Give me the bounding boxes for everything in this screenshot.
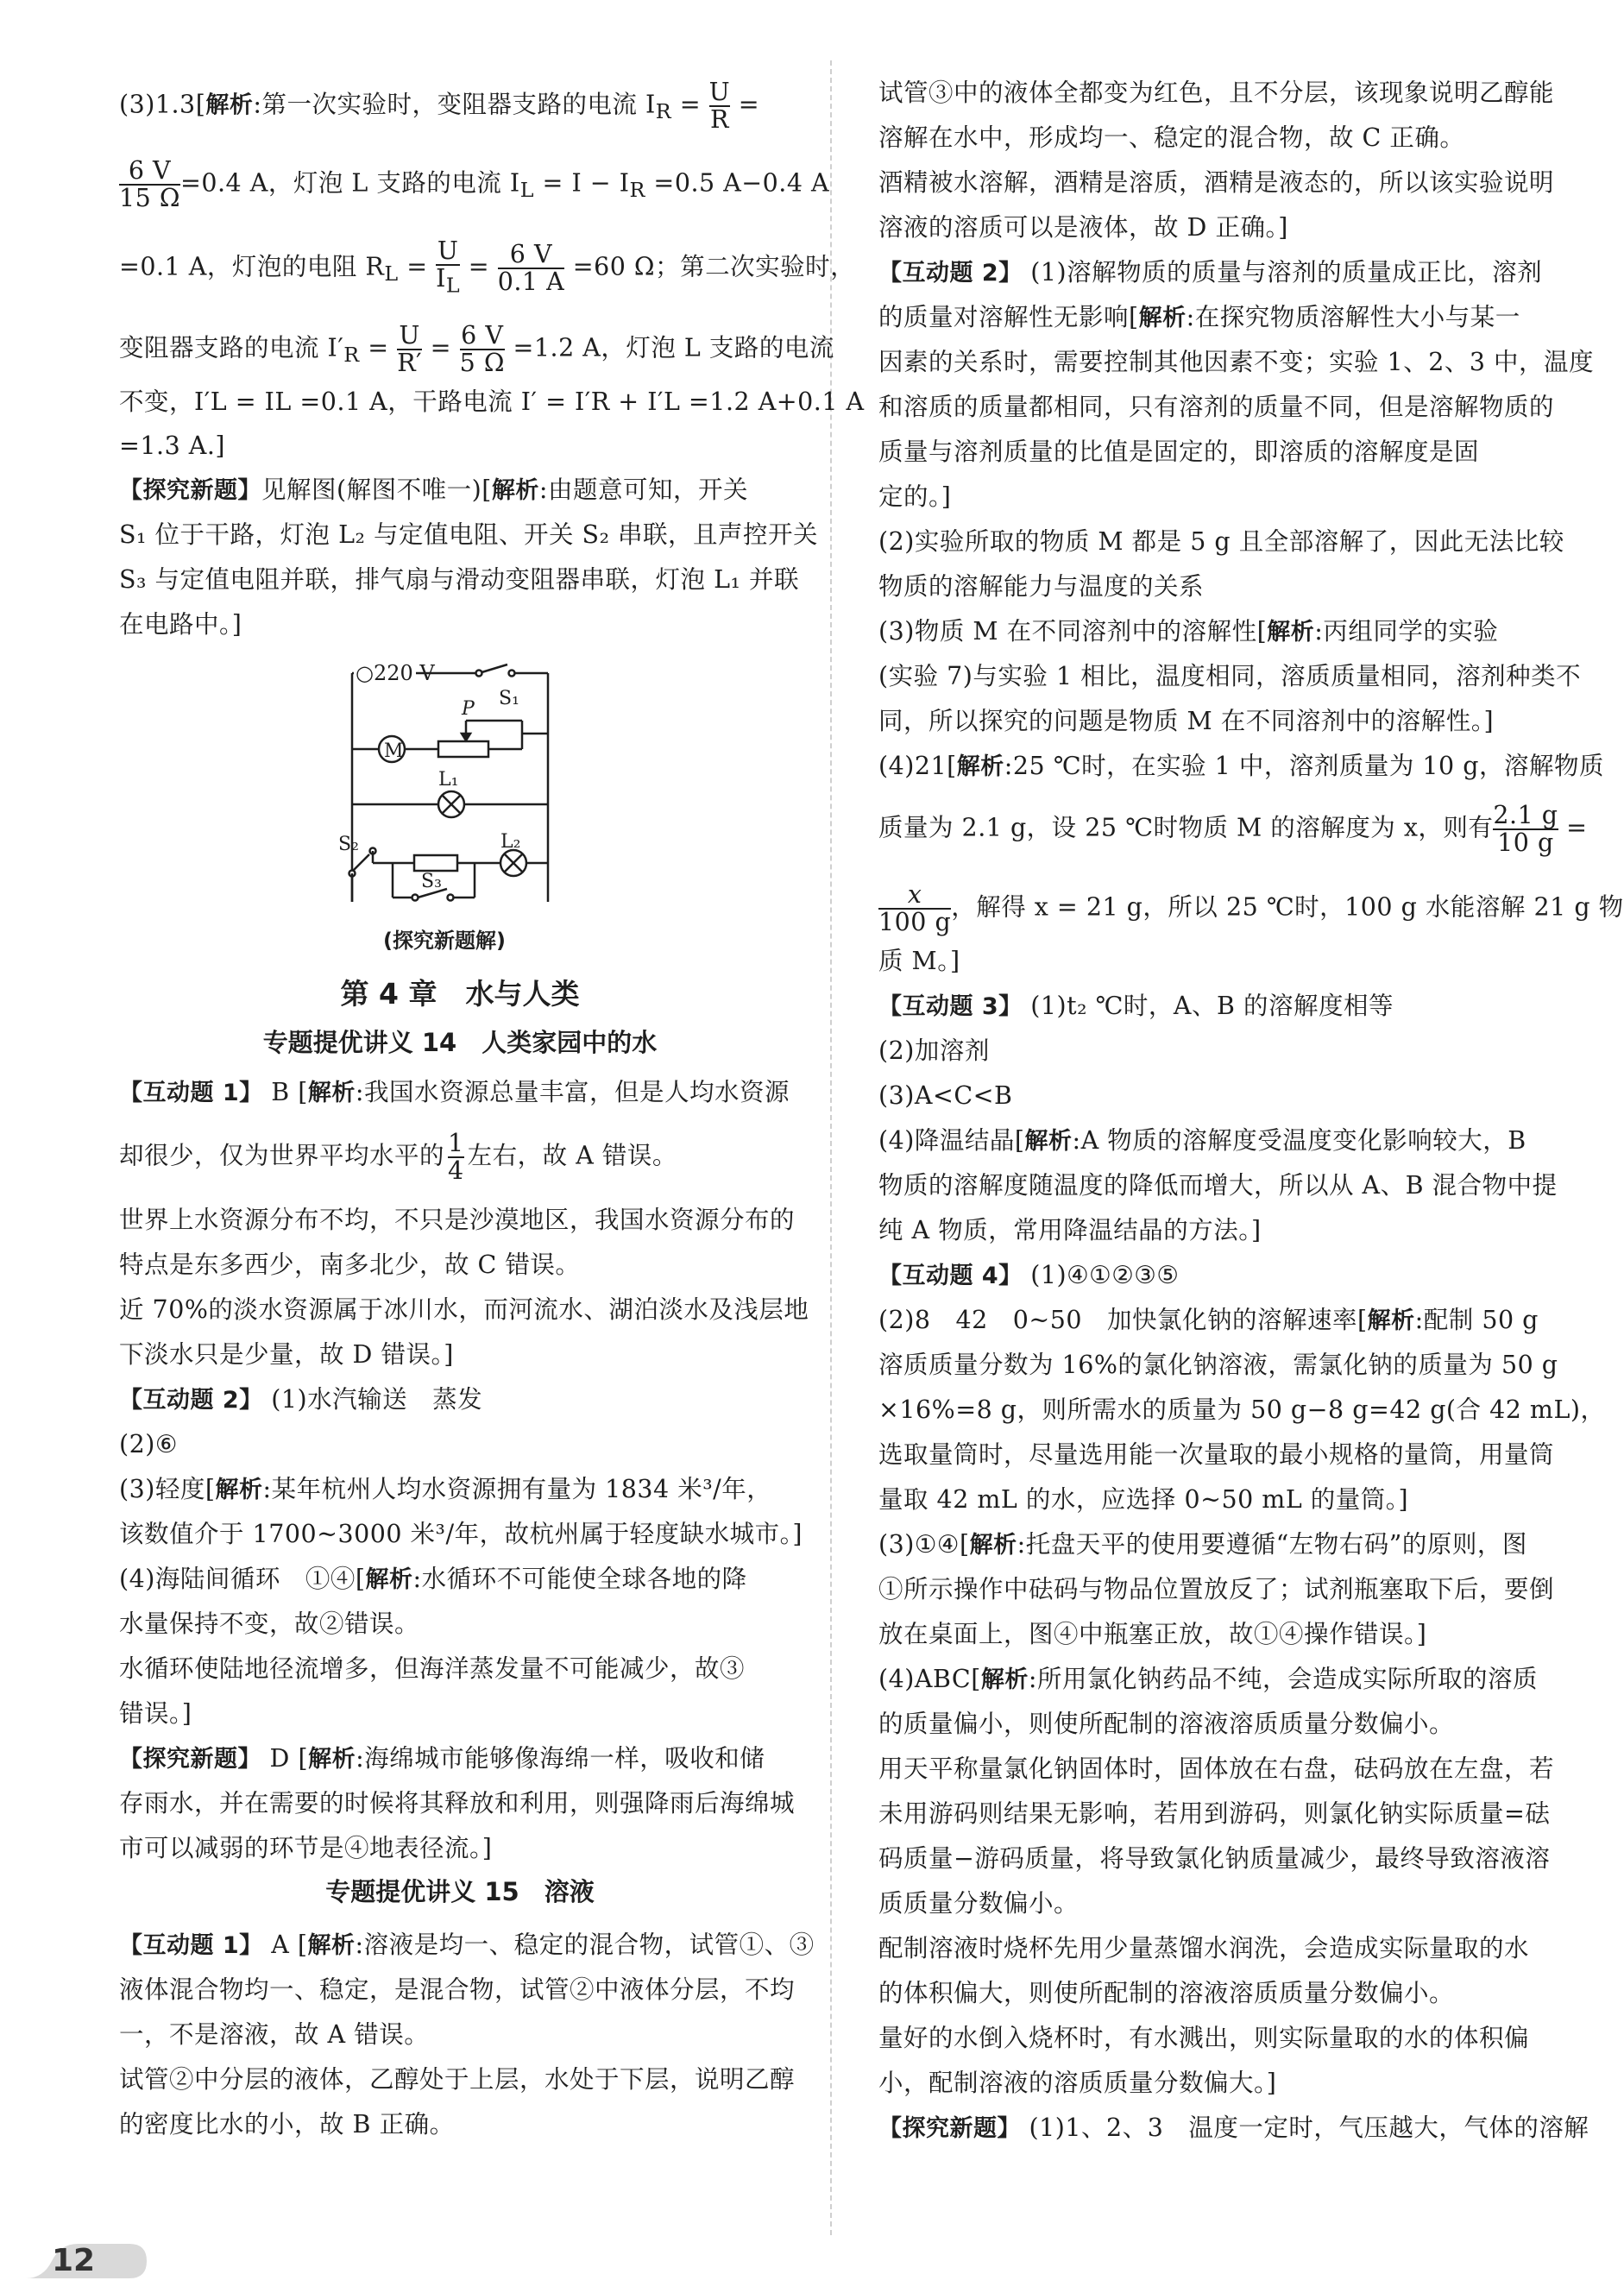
text-line: ①所示操作中砝码与物品位置放反了；试剂瓶塞取下后，要倒 bbox=[878, 1575, 1555, 1603]
text-line: 【互动题 2】 (1)溶解物质的质量与溶剂的质量成正比，溶剂 bbox=[878, 258, 1543, 287]
text-line: S₁ 位于干路，灯泡 L₂ 与定值电阻、开关 S₂ 串联，且声控开关 bbox=[119, 520, 819, 549]
text-line: 【互动题 3】 (1)t₂ ℃时，A、B 的溶解度相等 bbox=[878, 992, 1394, 1020]
text-line: 的密度比水的小，故 B 正确。 bbox=[119, 2110, 455, 2139]
text-line: 在电路中。] bbox=[119, 610, 242, 639]
switch-s2-label: S₂ bbox=[338, 834, 359, 855]
text-line: =0.1 A，灯泡的电阻 $R_L$ = $\frac{U}{I_L}$ = $\frac{6 V}{0.1 A}$ =60 Ω；第二次实验时， bbox=[119, 236, 856, 298]
text-line: 【互动题 4】 (1)④①②③⑤ bbox=[878, 1261, 1180, 1289]
text-line: 却很少，仅为世界平均水平的 $\frac{1}{4}$ 左右，故 A 错误。 bbox=[119, 1129, 677, 1185]
text-line: 用天平称量氯化钠固体时，固体放在右盘，砝码放在左盘，若 bbox=[878, 1754, 1555, 1783]
text-line: 【互动题 1】 B [解析:我国水资源总量丰富，但是人均水资源 bbox=[119, 1078, 790, 1106]
text-line: (2)实验所取的物质 M 都是 5 g 且全部溶解了，因此无法比较 bbox=[878, 527, 1564, 556]
text-line: 溶解在水中，形成均一、稳定的混合物，故 C 正确。 bbox=[878, 123, 1465, 152]
text-line: 的体积偏大，则使所配制的溶液溶质质量分数偏小。 bbox=[878, 1979, 1455, 2007]
text-line: 溶质质量分数为 16%的氯化钠溶液，需氯化钠的质量为 50 g bbox=[878, 1351, 1558, 1379]
text-line: 放在桌面上，图④中瓶塞正放，故①④操作错误。] bbox=[878, 1620, 1427, 1648]
text-line: (2)⑥ bbox=[119, 1430, 178, 1458]
text-line: 定的。] bbox=[878, 482, 952, 511]
text-line: 配制溶液时烧杯先用少量蒸馏水润洗，会造成实际量取的水 bbox=[878, 1934, 1530, 1962]
text-line: (4)ABC[解析:所用氯化钠药品不纯，会造成实际所取的溶质 bbox=[878, 1665, 1538, 1693]
text-line: 【探究新题】见解图(解图不唯一)[解析:由题意可知，开关 bbox=[119, 476, 748, 504]
text-line: 质量为 2.1 g，设 25 ℃时物质 M 的溶解度为 x，则有 $\frac{2.1 g}{10 g}$ = bbox=[878, 801, 1588, 857]
text-line: 码质量−游码质量，将导致氯化钠质量减少，最终导致溶液溶 bbox=[878, 1844, 1551, 1873]
text-line: =1.3 A.] bbox=[119, 432, 226, 460]
circuit-diagram bbox=[337, 656, 561, 923]
text-line: 试管②中分层的液体，乙醇处于上层，水处于下层，说明乙醇 bbox=[119, 2065, 796, 2094]
page-number: 12 bbox=[52, 2243, 96, 2278]
text-line: 物质的溶解能力与温度的关系 bbox=[878, 572, 1205, 601]
text-line: 市可以减弱的环节是④地表径流。] bbox=[119, 1834, 493, 1862]
text-line: 未用游码则结果无影响，若用到游码，则氯化钠实际质量=砝 bbox=[878, 1799, 1551, 1828]
chapter-title: 第 4 章 水与人类 bbox=[340, 977, 580, 1011]
text-line: 水循环使陆地径流增多，但海洋蒸发量不可能减少，故③ bbox=[119, 1654, 746, 1683]
text-line: (3)轻度[解析:某年杭州人均水资源拥有量为 1834 米³/年， bbox=[119, 1475, 772, 1503]
text-line: (2)8 42 0~50 加快氯化钠的溶解速率[解析:配制 50 g bbox=[878, 1306, 1539, 1334]
text-line: 量好的水倒入烧杯时，有水溅出，则实际量取的水的体积偏 bbox=[878, 2024, 1530, 2052]
text-line: 的质量对溶解性无影响[解析:在探究物质溶解性大小与某一 bbox=[878, 303, 1520, 331]
text-line: 该数值介于 1700~3000 米³/年，故杭州属于轻度缺水城市。] bbox=[119, 1520, 803, 1548]
text-line: 错误。] bbox=[119, 1699, 192, 1728]
text-line: 的质量偏小，则使所配制的溶液溶质质量分数偏小。 bbox=[878, 1710, 1455, 1738]
text-line: 溶液的溶质可以是液体，故 D 正确。] bbox=[878, 213, 1288, 242]
analysis-label: 解析 bbox=[205, 91, 254, 119]
text-line: 因素的关系时，需要控制其他因素不变；实验 1、2、3 中，温度 bbox=[878, 348, 1595, 376]
switch-s3-label: S₃ bbox=[421, 871, 442, 892]
text-line: 质量与溶剂质量的比值是固定的，即溶质的溶解度是固 bbox=[878, 438, 1480, 466]
text-line: 不变，I′L = IL =0.1 A，干路电流 I′ = I′R + I′L =1.2 A+0.1 A bbox=[119, 387, 865, 416]
text-line: ×16%=8 g，则所需水的质量为 50 g−8 g=42 g(合 42 mL)， bbox=[878, 1395, 1606, 1424]
rheostat-p-label: P bbox=[462, 698, 475, 720]
page-number-badge bbox=[26, 2239, 173, 2283]
text-line: 特点是东多西少，南多北少，故 C 错误。 bbox=[119, 1250, 581, 1279]
figure-caption: (探究新题解) bbox=[383, 929, 506, 953]
text-line: 试管③中的液体全都变为红色，且不分层，该现象说明乙醇能 bbox=[878, 79, 1555, 107]
text-line: 下淡水只是少量，故 D 错误。] bbox=[119, 1340, 454, 1369]
text-line: 液体混合物均一、稳定，是混合物，试管②中液体分层，不均 bbox=[119, 1975, 796, 2004]
text-line: 近 70%的淡水资源属于冰川水，而河流水、湖泊淡水及浅层地 bbox=[119, 1295, 809, 1324]
column-divider bbox=[830, 60, 832, 2235]
text-line: $\frac{6 V}{15 \Omega}$ =0.4 A，灯泡 L 支路的电流 $I_L = I - I_R =0.5$ A−0.4 A bbox=[119, 156, 830, 212]
text-line: S₃ 与定值电阻并联，排气扇与滑动变阻器串联，灯泡 L₁ 并联 bbox=[119, 565, 799, 594]
text-line: (3)①④[解析:托盘天平的使用要遵循“左物右码”的原则，图 bbox=[878, 1530, 1527, 1559]
text-line: 纯 A 物质，常用降温结晶的方法。] bbox=[878, 1216, 1262, 1244]
text-line: 量取 42 mL 的水，应选择 0~50 mL 的量筒。] bbox=[878, 1485, 1409, 1514]
text-line: (4)降温结晶[解析:A 物质的溶解度受温度变化影响较大，B bbox=[878, 1126, 1526, 1155]
text-line: 质质量分数偏小。 bbox=[878, 1889, 1080, 1918]
switch-s1-label: S₁ bbox=[499, 688, 519, 709]
section-title: 专题提优讲义 14 人类家园中的水 bbox=[262, 1028, 658, 1057]
text-line: 同，所以探究的问题是物质 M 在不同溶剂中的溶解性。] bbox=[878, 707, 1495, 735]
text-line: 【探究新题】 D [解析:海绵城市能够像海绵一样，吸收和储 bbox=[119, 1744, 765, 1773]
text-line: 选取量筒时，尽量选用能一次量取的最小规格的量筒，用量筒 bbox=[878, 1440, 1555, 1469]
text-line: (3)A<C<B bbox=[878, 1081, 1013, 1110]
text-line: 变阻器支路的电流 $I'_R$ = $\frac{U}{R'}$ = $\frac{6 V}{5 \Omega}$ =1.2 A，灯泡 L 支路的电流 bbox=[119, 321, 834, 377]
text-line: 物质的溶解度随温度的降低而增大，所以从 A、B 混合物中提 bbox=[878, 1171, 1558, 1200]
lamp-l1-label: L₁ bbox=[438, 769, 459, 791]
text-line: 世界上水资源分布不均，不只是沙漠地区，我国水资源分布的 bbox=[119, 1206, 796, 1234]
text-line: $\frac{x}{100 g}$ ，解得 x = 21 g，所以 25 ℃时，100 g 水能溶解 21 g 物 bbox=[878, 880, 1624, 936]
section-title: 专题提优讲义 15 溶液 bbox=[325, 1877, 595, 1906]
text-line: 和溶质的质量都相同，只有溶剂的质量不同，但是溶解物质的 bbox=[878, 393, 1555, 421]
text-line: (2)加溶剂 bbox=[878, 1036, 990, 1065]
text-line: 质 M。] bbox=[878, 947, 960, 975]
text-line: 一，不是溶液，故 A 错误。 bbox=[119, 2020, 430, 2049]
text-line: (实验 7)与实验 1 相比，温度相同，溶质质量相同，溶剂种类不 bbox=[878, 662, 1582, 690]
text-line: 【互动题 2】 (1)水汽输送 蒸发 bbox=[119, 1385, 483, 1414]
text-line: (4)21[解析:25 ℃时，在实验 1 中，溶剂质量为 10 g，溶解物质 bbox=[878, 752, 1604, 780]
text-line: 【探究新题】 (1)1、2、3 温度一定时，气压越大，气体的溶解 bbox=[878, 2113, 1589, 2142]
text-line: 小，配制溶液的溶质质量分数偏大。] bbox=[878, 2069, 1277, 2097]
voltage-label: ○220 V bbox=[356, 661, 435, 685]
text-line: 存雨水，并在需要的时候将其释放和利用，则强降雨后海绵城 bbox=[119, 1789, 796, 1817]
text-line: (4)海陆间循环 ①④[解析:水循环不可能使全球各地的降 bbox=[119, 1565, 747, 1593]
motor-label: M bbox=[384, 740, 404, 762]
text-line: (3)物质 M 在不同溶剂中的溶解性[解析:丙组同学的实验 bbox=[878, 617, 1499, 646]
text-line: (3)1.3[解析:第一次实验时，变阻器支路的电流 $I_R$ = $\frac{U}{R}$ = bbox=[119, 78, 760, 134]
text-line: 酒精被水溶解，酒精是溶质，酒精是液态的，所以该实验说明 bbox=[878, 168, 1555, 197]
text-line: 水量保持不变，故②错误。 bbox=[119, 1610, 420, 1638]
text-line: 【互动题 1】 A [解析:溶液是均一、稳定的混合物，试管①、③ bbox=[119, 1931, 815, 1959]
lamp-l2-label: L₂ bbox=[500, 831, 521, 853]
